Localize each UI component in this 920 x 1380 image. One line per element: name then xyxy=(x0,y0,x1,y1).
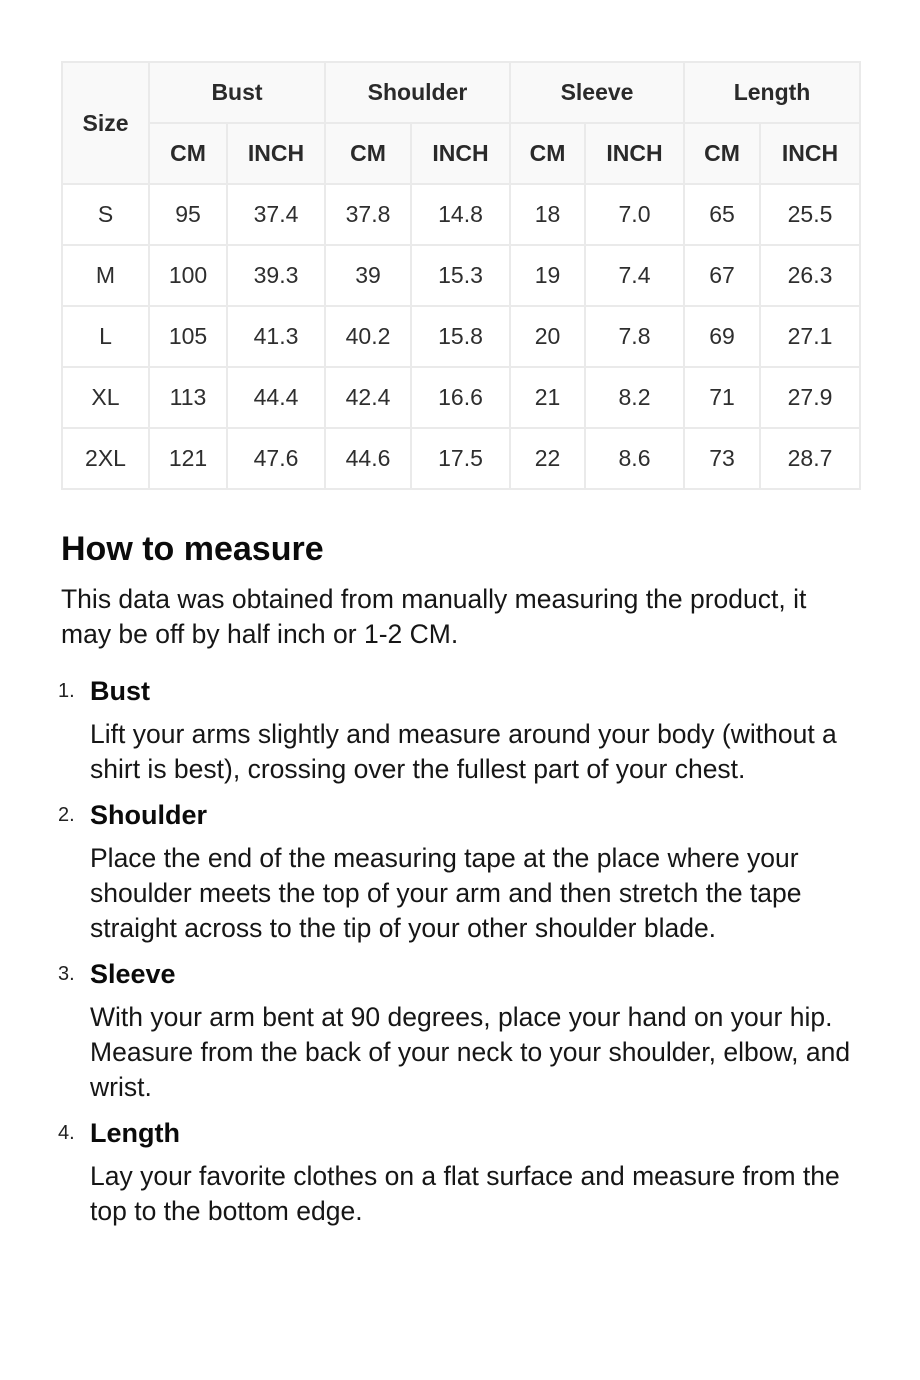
step-description: Lift your arms slightly and measure around your body (without a shirt is best), crossing over the fullest part of your chest. xyxy=(90,719,837,784)
header-length: Length xyxy=(684,62,860,123)
table-row xyxy=(62,184,860,245)
table-cell: 15.3 xyxy=(411,245,510,306)
step-title-sleeve: Sleeve xyxy=(90,959,176,989)
step-description: Place the end of the measuring tape at the place where your shoulder meets the top of your arm and then stretch the tape straight across to the tip of your other shoulder blade. xyxy=(90,843,802,943)
size-cell: 2XL xyxy=(62,428,149,489)
table-cell: 47.6 xyxy=(227,428,325,489)
table-cell: 73 xyxy=(684,428,760,489)
table-cell: 100 xyxy=(149,245,227,306)
header-unit: CM xyxy=(684,123,760,184)
header-unit: CM xyxy=(510,123,585,184)
step-title-bust: Bust xyxy=(90,676,150,706)
step-description: Lay your favorite clothes on a flat surface and measure from the top to the bottom edge. xyxy=(90,1161,840,1226)
step-description: With your arm bent at 90 degrees, place your hand on your hip. Measure from the back of your neck to your shoulder, elbow, and wrist. xyxy=(90,1002,851,1102)
table-cell: 15.8 xyxy=(411,306,510,367)
table-cell: 65 xyxy=(684,184,760,245)
table-cell: 41.3 xyxy=(227,306,325,367)
table-cell: 7.8 xyxy=(585,306,684,367)
table-cell: 21 xyxy=(510,367,585,428)
table-row xyxy=(62,367,860,428)
table-cell: 27.1 xyxy=(760,306,860,367)
measure-steps-list xyxy=(58,674,859,1229)
size-cell: S xyxy=(62,184,149,245)
step-title-length: Length xyxy=(90,1118,180,1148)
table-cell: 42.4 xyxy=(325,367,411,428)
list-item xyxy=(58,957,859,1105)
step-number: 4. xyxy=(58,1122,75,1144)
size-cell: XL xyxy=(62,367,149,428)
list-item xyxy=(58,798,859,946)
size-chart-table xyxy=(61,61,861,490)
table-cell: 22 xyxy=(510,428,585,489)
step-number: 3. xyxy=(58,963,75,985)
table-row xyxy=(62,306,860,367)
list-item xyxy=(58,1116,859,1229)
header-unit: CM xyxy=(149,123,227,184)
table-cell: 37.4 xyxy=(227,184,325,245)
table-cell: 67 xyxy=(684,245,760,306)
table-cell: 121 xyxy=(149,428,227,489)
step-title-shoulder: Shoulder xyxy=(90,800,208,830)
header-unit: INCH xyxy=(585,123,684,184)
table-cell: 37.8 xyxy=(325,184,411,245)
table-cell: 95 xyxy=(149,184,227,245)
table-cell: 20 xyxy=(510,306,585,367)
header-unit: INCH xyxy=(760,123,860,184)
table-cell: 19 xyxy=(510,245,585,306)
size-cell: M xyxy=(62,245,149,306)
header-unit: CM xyxy=(325,123,411,184)
table-cell: 39 xyxy=(325,245,411,306)
table-row xyxy=(62,245,860,306)
header-unit: INCH xyxy=(411,123,510,184)
table-cell: 105 xyxy=(149,306,227,367)
table-cell: 18 xyxy=(510,184,585,245)
table-row xyxy=(62,428,860,489)
table-cell: 71 xyxy=(684,367,760,428)
how-to-measure-title: How to measure xyxy=(61,530,324,568)
how-to-measure-intro: This data was obtained from manually measuring the product, it may be off by half inch or 1-2 CM. xyxy=(61,584,807,649)
header-unit: INCH xyxy=(227,123,325,184)
table-cell: 17.5 xyxy=(411,428,510,489)
header-size: Size xyxy=(62,62,149,184)
table-cell: 44.4 xyxy=(227,367,325,428)
size-guide xyxy=(58,61,859,1240)
header-bust: Bust xyxy=(149,62,325,123)
step-number: 2. xyxy=(58,804,75,826)
table-cell: 40.2 xyxy=(325,306,411,367)
table-header-row-units xyxy=(62,123,860,184)
table-cell: 113 xyxy=(149,367,227,428)
table-cell: 44.6 xyxy=(325,428,411,489)
table-cell: 7.0 xyxy=(585,184,684,245)
table-cell: 39.3 xyxy=(227,245,325,306)
table-cell: 8.6 xyxy=(585,428,684,489)
size-cell: L xyxy=(62,306,149,367)
step-number: 1. xyxy=(58,680,75,702)
table-cell: 27.9 xyxy=(760,367,860,428)
list-item xyxy=(58,674,859,787)
table-cell: 14.8 xyxy=(411,184,510,245)
table-cell: 28.7 xyxy=(760,428,860,489)
header-shoulder: Shoulder xyxy=(325,62,510,123)
table-cell: 25.5 xyxy=(760,184,860,245)
table-header-row-groups xyxy=(62,62,860,123)
header-sleeve: Sleeve xyxy=(510,62,684,123)
table-cell: 7.4 xyxy=(585,245,684,306)
table-cell: 26.3 xyxy=(760,245,860,306)
table-cell: 8.2 xyxy=(585,367,684,428)
table-cell: 69 xyxy=(684,306,760,367)
table-cell: 16.6 xyxy=(411,367,510,428)
